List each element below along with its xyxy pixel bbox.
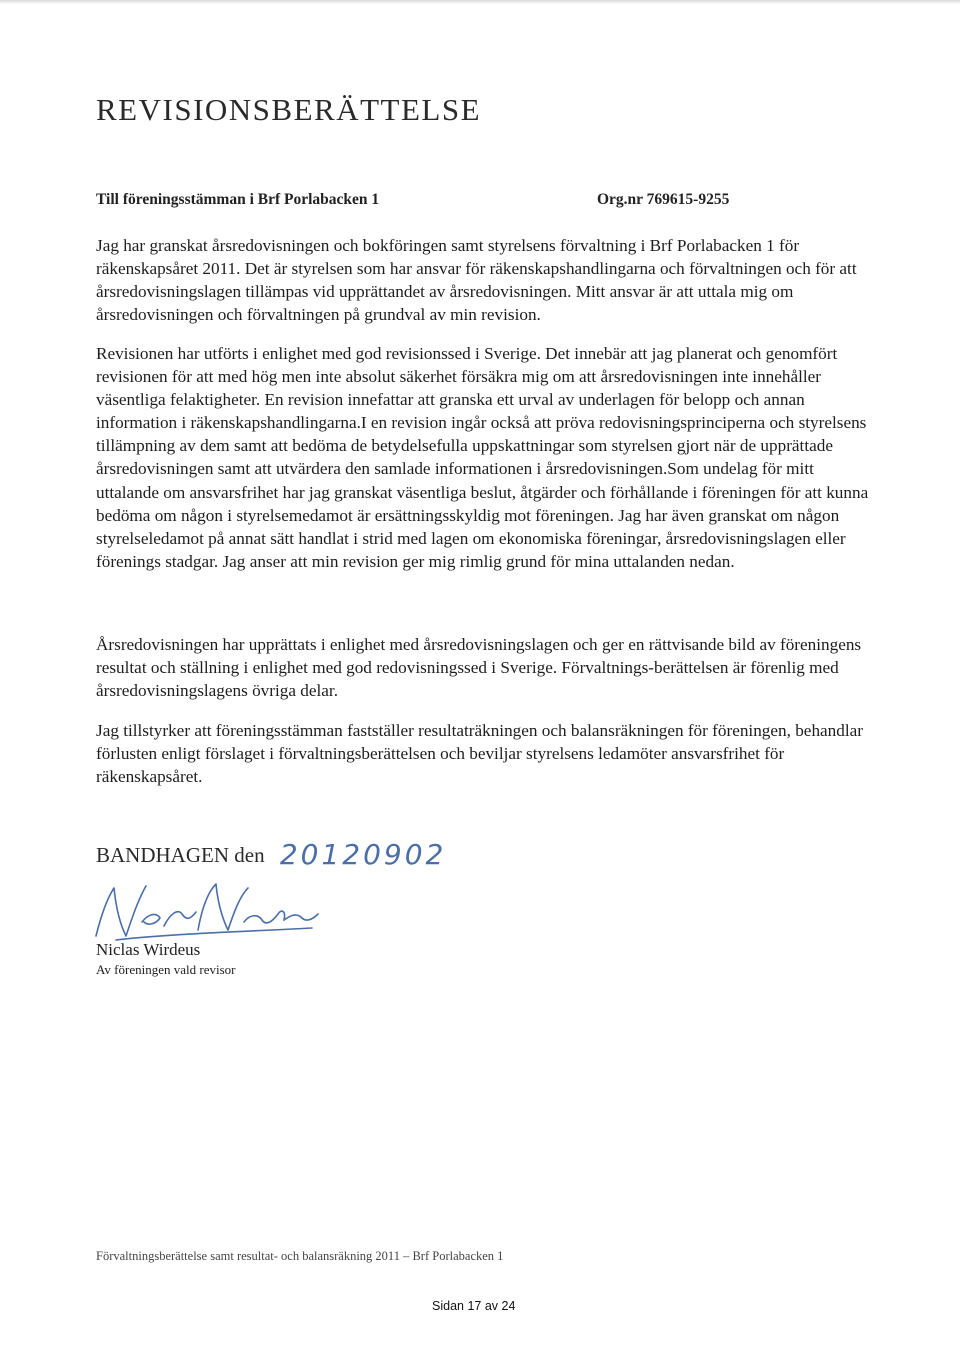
signer-role: Av föreningen vald revisor — [96, 962, 236, 977]
document-title: REVISIONSBERÄTTELSE — [96, 92, 481, 127]
paragraph-opinion: Årsredovisningen har upprättats i enlighet med årsredovisningslagen och ger en rättvisande bild av föreningens resultat och ställning i enlighet med god redovisningssed i Sverige. Förvaltnings-berättelsen är förenlig med årsredovisningslagens övriga delar. — [96, 635, 862, 701]
org-number: Org.nr 769615-9255 — [597, 191, 730, 208]
paragraph-scope: Jag har granskat årsredovisningen och bokföringen samt styrelsens förvaltning i Brf Porlabacken 1 för räkenskapsåret 2011. Det är styrelsen som har ansvar för räkenskapshandlingarna och förvaltningen och för att årsredovisningslagen tillämpas vid upprättandet av årsredovisningen. Mitt ansvar är att uttala mig om årsredovisningen och förvaltningen på grundval av min revision. — [96, 236, 857, 325]
paragraph-audit-method: Revisionen har utförts i enlighet med god revisionssed i Sverige. Det innebär att jag planerat och genomfört revisionen för att med hög men inte absolut säkerhet försäkra mig om att årsredovisningen inte innehåller väsentliga felaktigheter. En revision innefattar att granska ett urval av underlagen för belopp och annan information i räkenskapshandlingarna.I en revision ingår också att pröva redovisningsprinciperna och styrelsens tillämpning av dem samt att bedöma de betydelsefulla uppskattningar som styrelsen gjort när de upprättade årsredovisningen samt att utvärdera den samlade informationen i årsredovisningen.Som undelag för mitt uttalande om ansvarsfrihet har jag granskat väsentliga beslut, åtgärder och förhållande i föreningen för att kunna bedöma om någon i styrelsemedamot är ersättningsskyldig mot föreningen. Jag har även granskat om någon styrelseledamot på annat sätt handlat i strid med lagen om ekonomiska föreningar, årsredovisningslagen eller förenings stadgar. Jag anser att min revision ger mig rimlig grund för mina uttalanden nedan. — [96, 344, 869, 571]
page-number: Sidan 17 av 24 — [432, 1299, 516, 1313]
handwritten-date: 20120902 — [279, 838, 447, 871]
signer-name: Niclas Wirdeus — [96, 940, 201, 959]
paragraph-recommendation: Jag tillstyrker att föreningsstämman fastställer resultaträkningen och balansräkningen för föreningen, behandlar förlusten enligt förslaget i förvaltningsberättelsen och beviljar styrelsens ledamöter ansvarsfrihet för räkenskapsåret. — [96, 721, 863, 787]
page-footer: Förvaltningsberättelse samt resultat- och balansräkning 2011 – Brf Porlabacken 1 — [96, 1249, 504, 1263]
handwritten-signature — [86, 878, 326, 948]
place-and-date — [96, 836, 446, 869]
place-label: BANDHAGEN den — [96, 843, 265, 867]
scan-edge — [0, 0, 960, 4]
addressee-line: Till föreningsstämman i Brf Porlabacken 1 — [96, 191, 380, 208]
